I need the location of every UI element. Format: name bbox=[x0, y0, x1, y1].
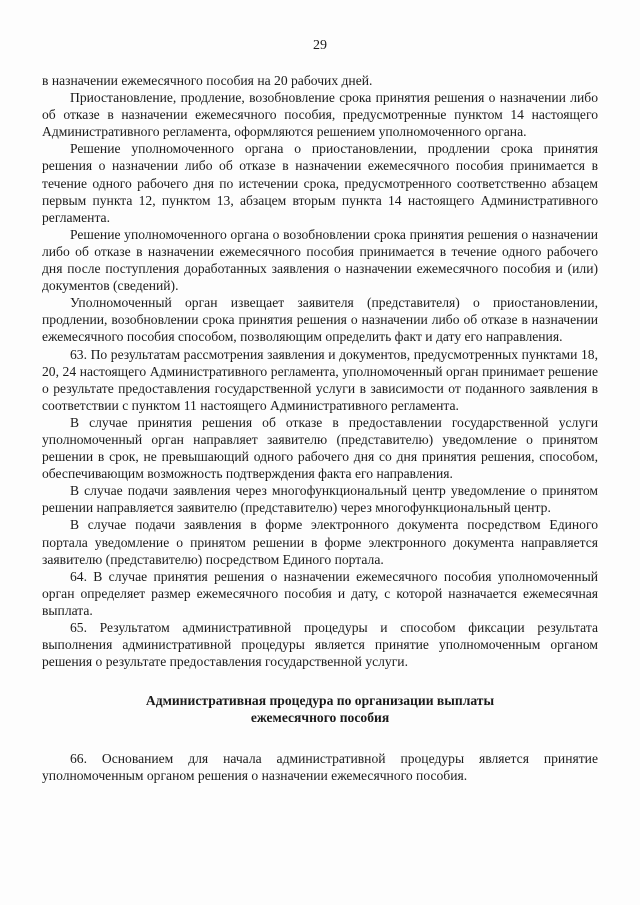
paragraph-item-64: 64. В случае принятия решения о назначении ежемесячного пособия уполномоченный орган определяет размер ежемесячного пособия и дату, с которой назначается ежемесячная выплата. bbox=[42, 568, 598, 618]
section-heading bbox=[42, 692, 598, 726]
paragraph: В случае принятия решения об отказе в предоставлении государственной услуги уполномоченный орган направляет заявителю (представителю) уведомление о принятом решении в срок, не превышающий одного рабочего дня со дня принятия решения, способом, обеспечивающим возможность подтверждения факта его направления. bbox=[42, 414, 598, 482]
document-body bbox=[42, 72, 598, 784]
paragraph: В случае подачи заявления через многофункциональный центр уведомление о принятом решении направляется заявителю (представителю) через многофункциональный центр. bbox=[42, 483, 598, 516]
section-heading-line-1: Административная процедура по организации выплаты bbox=[145, 693, 495, 709]
paragraph-item-66: 66. Основанием для начала административной процедуры является принятие уполномоченным органом решения о назначении ежемесячного пособия. bbox=[42, 751, 598, 784]
paragraph: В случае подачи заявления в форме электронного документа посредством Единого портала уведомление о принятом решении в форме электронного документа направляется заявителю (представителю) посредством Единого портала. bbox=[42, 517, 598, 567]
paragraph-continuation: в назначении ежемесячного пособия на 20 рабочих дней. bbox=[42, 73, 373, 88]
paragraph-item-63: 63. По результатам рассмотрения заявления и документов, предусмотренных пунктами 18, 20, 24 настоящего Административного регламента, уполномоченный орган принимает решение о результате предоставления государственной услуги в зависимости от поданного заявления в соответствии с пунктом 11 настоящего Административного регламента. bbox=[42, 346, 598, 413]
page-number: 29 bbox=[313, 38, 327, 53]
paragraph: Приостановление, продление, возобновление срока принятия решения о назначении либо об отказе в назначении ежемесячного пособия, предусмотренные пунктом 14 настоящего Административного регламента, оформляются решением уполномоченного органа. bbox=[42, 90, 598, 140]
paragraph: Уполномоченный орган извещает заявителя (представителя) о приостановлении, продлении, возобновлении срока принятия решения о назначении либо об отказе в назначении ежемесячного пособия способом, позволяющим определить факт и дату его направления. bbox=[42, 295, 598, 345]
paragraph: Решение уполномоченного органа о приостановлении, продлении срока принятия решения о назначении либо об отказе в назначении ежемесячного пособия принимается в течение одного рабочего дня по истечении срока, предусмотренного соответственно абзацем первым пункта 12, пунктом 13, абзацем вторым пункта 14 настоящего Административного регламента. bbox=[42, 141, 598, 225]
section-heading-line-2: ежемесячного пособия bbox=[250, 710, 390, 726]
paragraph: Решение уполномоченного органа о возобновлении срока принятия решения о назначении либо об отказе в назначении ежемесячного пособия принимается в течение одного рабочего дня после поступления доработанных заявления о назначении ежемесячного пособия и (или) документов (сведений). bbox=[42, 226, 598, 294]
paragraph-item-65: 65. Результатом административной процедуры и способом фиксации результата выполнения административной процедуры является принятие уполномоченным органом решения о результате предоставления государственной услуги. bbox=[42, 620, 598, 670]
